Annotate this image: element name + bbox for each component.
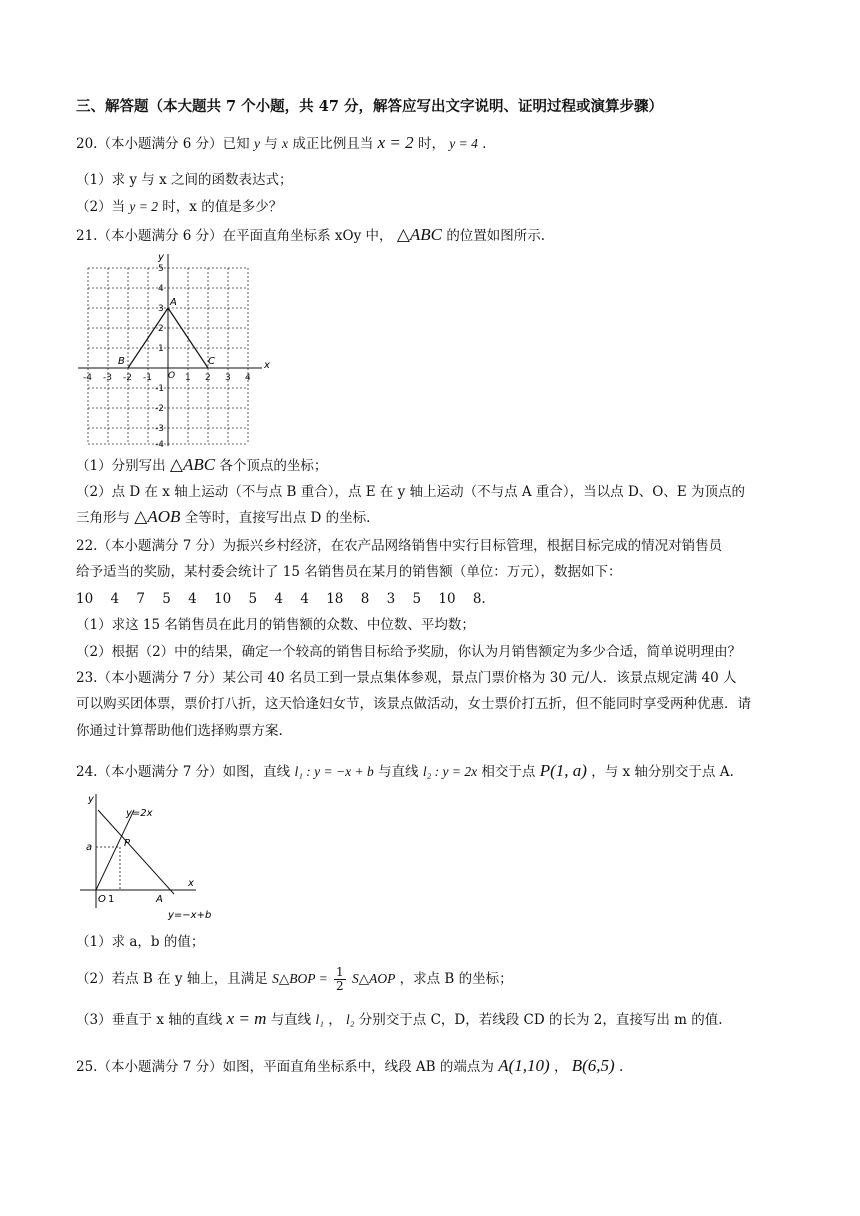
q20-var-x: x — [282, 136, 289, 151]
q21-ytick: 4 — [158, 284, 164, 294]
q25-sep: ， — [553, 1059, 568, 1075]
q22-data — [76, 590, 486, 608]
q21-part-1 — [76, 456, 327, 475]
q21-ytick: 3 — [158, 304, 164, 314]
q24-point-p: P(1, a) — [539, 761, 587, 780]
q20-part-1: （1）求 y 与 x 之间的函数表达式； — [76, 172, 293, 188]
q24-label-p: P — [124, 838, 131, 849]
q21-part-2: （2）点 D 在 x 轴上运动（不与点 B 重合），点 E 在 y 轴上运动（不与点 A 重合），当以点 D、O、E 为顶点的 — [76, 484, 746, 500]
q21-part-1-tri: △ABC — [169, 455, 216, 474]
q25-point-a: A(1,10) — [498, 1056, 550, 1075]
q24-s-aop: S△AOP — [351, 971, 396, 986]
q24-part-3-c: ， — [328, 1012, 342, 1028]
q24-label-y2x: y=2x — [126, 808, 153, 819]
q24-line-l1: l₁ : y = −x + b — [294, 764, 374, 779]
q22-data-item: 8 — [360, 591, 370, 607]
q21-triangle: △ABC — [396, 225, 443, 244]
q22-line-2: 给予适当的奖励，某村委会统计了 15 名销售员在某月的销售额（单位：万元），数据如下： — [76, 564, 622, 580]
q20-text-1: 与 — [264, 136, 278, 152]
q22-data-item: 18 — [326, 591, 344, 607]
q21-ytick: -4 — [155, 440, 164, 450]
q20-part-2 — [76, 198, 282, 216]
q20-text-2: 成正比例且当 — [292, 136, 374, 152]
q21-part-2-l2a: 三角形与 — [76, 510, 130, 526]
q21-xtick: 4 — [245, 373, 251, 383]
q21-part-1-b: 各个顶点的坐标； — [219, 458, 328, 474]
q23-line-1: 23.（本小题满分 7 分）某公司 40 名员工到一景点集体参观，景点门票价格为 30 元/人．该景点规定满 40 人 — [76, 670, 737, 686]
q24-part-3-l2: l₂ — [346, 1012, 355, 1027]
q24-axis-y-label: y — [88, 794, 94, 805]
q22-data-item: 10 — [76, 591, 94, 607]
q21-head: 21.（本小题满分 6 分）在平面直角坐标系 xOy 中， — [76, 228, 393, 244]
q24-mid: 与直线 — [378, 764, 419, 780]
q20-part-2-b: 时，x 的值是多少？ — [162, 199, 283, 215]
q24-part-3-b: 与直线 — [270, 1012, 312, 1028]
q23-line-2: 可以购买团体票，票价打八折，这天恰逢妇女节，该景点做活动，女士票价打五折，但不能同时享受两种优惠．请 — [76, 696, 751, 712]
q21-part-2-tri2: △AOB — [134, 507, 181, 526]
q21-label-b: B — [118, 356, 125, 367]
q21-ytick: 1 — [158, 344, 164, 354]
q22-data-item: 10 — [438, 591, 456, 607]
q21-ytick: -1 — [155, 384, 164, 394]
q24-part-3 — [76, 1010, 723, 1029]
q21-part-2-l2b: 全等时，直接写出点 D 的坐标. — [184, 510, 371, 526]
q21-xtick: -3 — [103, 373, 112, 383]
q22-part-1: （1）求这 15 名销售员在此月的销售额的众数、中位数、平均数； — [76, 617, 475, 633]
q24-part-3-l1: l₁ — [315, 1012, 324, 1027]
q24-label-a: a — [86, 842, 93, 853]
q24-line-y2x — [96, 810, 134, 890]
q21-axis-y-label: y — [158, 252, 164, 263]
q21-tail: 的位置如图所示. — [446, 228, 546, 244]
q24-line-l2: l₂ : y = 2x — [422, 764, 478, 779]
q22-data-item: 4 — [300, 591, 309, 607]
q22-data-item: 4 — [188, 591, 197, 607]
q24-label-a-point: A — [156, 894, 163, 905]
q21-xtick: -1 — [143, 373, 152, 383]
q24-figure — [76, 790, 256, 925]
q21-axis-x-label: x — [264, 360, 270, 371]
q20-cond-y: y = 4 — [449, 136, 478, 151]
q24-part-3-eq: x = m — [226, 1009, 267, 1028]
q20-head: 20.（本小题满分 6 分）已知 — [76, 136, 250, 152]
q21-ytick: -3 — [155, 424, 164, 434]
q21-ytick: 5 — [158, 264, 164, 274]
q24-part-2 — [76, 966, 513, 993]
q22-data-item: 10 — [214, 591, 232, 607]
q25-head: 25.（本小题满分 7 分）如图，平面直角坐标系中，线段 AB 的端点为 — [76, 1059, 494, 1075]
q22-data-item: 3 — [386, 591, 396, 607]
q22-data-item: 5 — [412, 591, 422, 607]
q21-stem — [76, 226, 545, 245]
q21-label-c: C — [208, 356, 215, 367]
q24-fraction-den: 2 — [336, 979, 344, 993]
q20-part-2-a: （2）当 — [76, 199, 126, 215]
q24-label-o: O — [98, 894, 106, 905]
q22-line-1: 22.（本小题满分 7 分）为振兴乡村经济，在农产品网络销售中实行目标管理，根据目标完成的情况对销售员 — [76, 538, 723, 554]
q22-part-2: （2）根据（2）中的结果，确定一个较高的销售目标给予奖励，你认为月销售额定为多少合适，简单说明理由？ — [76, 644, 742, 660]
q20-var-y: y — [253, 136, 260, 151]
q24-label-l1: y=−x+b — [168, 910, 212, 921]
section-title: 三、解答题（本大题共 7 个小题，共 47 分，解答应写出文字说明、证明过程或演算步骤） — [76, 98, 663, 115]
q24-part-3-d: 分别交于点 C，D，若线段 CD 的长为 2，直接写出 m 的值. — [358, 1012, 723, 1028]
q21-part-1-a: （1）分别写出 — [76, 458, 166, 474]
q20-stem — [76, 134, 486, 153]
q24-mid2: 相交于点 — [481, 764, 536, 780]
q24-label-1: 1 — [108, 894, 115, 905]
q22-data-item: 4 — [274, 591, 284, 607]
q21-xtick: -4 — [83, 373, 92, 383]
q24-fraction — [334, 966, 346, 993]
q21-part-2-line2 — [76, 508, 370, 527]
q21-xtick: -2 — [123, 373, 132, 383]
q24-stem — [76, 762, 734, 781]
q24-part-2-a: （2）若点 B 在 y 轴上，且满足 — [76, 971, 268, 987]
q24-s-bop: S△BOP = — [272, 971, 328, 986]
q24-part-1: （1）求 a，b 的值； — [76, 934, 205, 950]
q20-text-3: 时， — [417, 136, 445, 152]
q22-data-item: 5 — [162, 591, 171, 607]
q22-data-item: 8. — [472, 591, 486, 607]
q21-figure — [76, 250, 276, 450]
q25-stem — [76, 1057, 623, 1076]
q24-line-neg — [98, 810, 174, 894]
q21-xtick: 3 — [225, 373, 231, 383]
q21-xtick: 2 — [205, 373, 211, 383]
q20-cond-x: x = 2 — [377, 133, 414, 152]
q21-xtick: O — [168, 371, 176, 381]
q22-data-item: 4 — [110, 591, 120, 607]
q20-part-2-eq: y = 2 — [129, 199, 158, 214]
q22-data-item: 7 — [136, 591, 145, 607]
q24-head: 24.（本小题满分 7 分）如图，直线 — [76, 764, 291, 780]
q21-label-a: A — [170, 297, 177, 308]
q24-part-3-a: （3）垂直于 x 轴的直线 — [76, 1012, 223, 1028]
q20-text-4: . — [482, 136, 487, 152]
q22-data-item: 5 — [248, 591, 258, 607]
q25-end: . — [619, 1059, 624, 1075]
q24-axis-x-label: x — [188, 878, 194, 889]
q24-part-2-b: ，求点 B 的坐标； — [399, 971, 513, 987]
q21-ytick: -2 — [155, 404, 164, 414]
q24-tail: ，与 x 轴分别交于点 A. — [591, 764, 734, 780]
q21-ytick: 2 — [158, 324, 164, 334]
q24-fraction-num: 1 — [336, 965, 344, 979]
q25-point-b: B(6,5) — [571, 1056, 615, 1075]
q21-xtick: 1 — [185, 373, 191, 383]
q23-line-3: 你通过计算帮助他们选择购票方案. — [76, 723, 283, 739]
